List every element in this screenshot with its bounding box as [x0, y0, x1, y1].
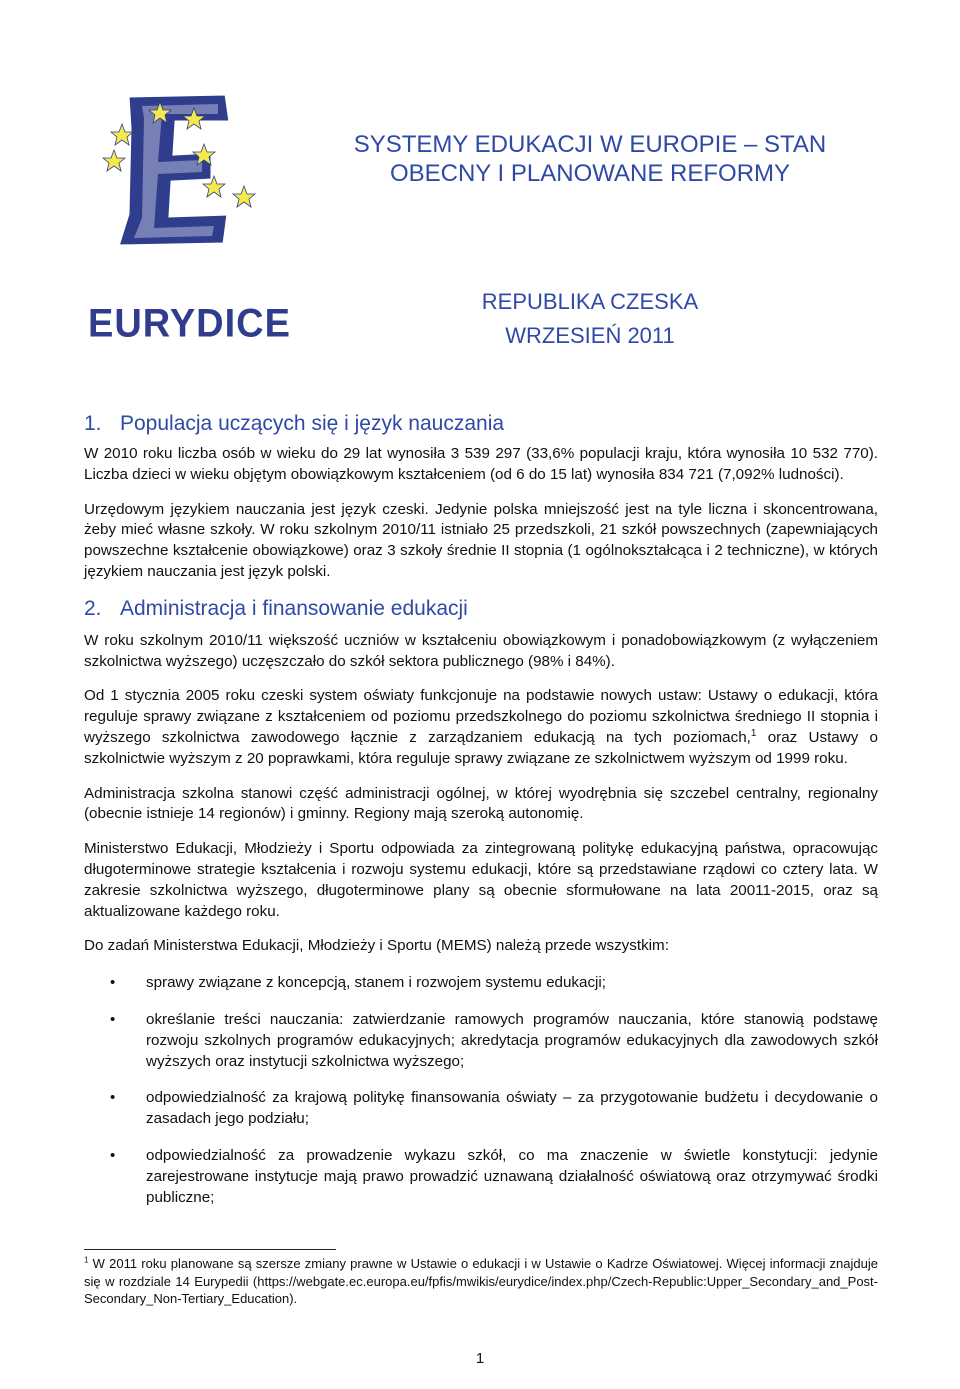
section-2-paragraph-2	[84, 686, 878, 769]
bullet-icon: •	[110, 974, 116, 992]
section-2-paragraph-3: Administracja szkolna stanowi część administracji ogólnej, w której wyodrębnia się szczebel centralny, regionalny (obecnie istnieje 14 regionów) i gminny. Regiony mają szeroką autonomię.	[84, 784, 878, 823]
section-1-heading	[84, 410, 878, 438]
list-item: • sprawy związane z koncepcją, stanem i rozwojem systemu edukacji;	[84, 973, 878, 994]
section-1-paragraph-1: W 2010 roku liczba osób w wieku do 29 lat wynosiła 3 539 297 (33,6% populacji kraju, która wynosiła 10 532 770). Liczba dzieci w wieku objętym obowiązkowym kształceniem (od 6 do 15 lat) wynosiła 834 721 (7,092% ludności).	[84, 445, 878, 483]
document-date: WRZESIEŃ 2011	[505, 323, 675, 348]
eurydice-logo	[84, 88, 291, 347]
paragraph-2-text-b: oraz Ustawy o szkolnictwie wyższym z 20 poprawkami, która reguluje sprawy związane ze szkolnictwem wyższym od 1999 roku.	[84, 728, 878, 767]
section-2-paragraph-5: Do zadań Ministerstwa Edukacji, Młodzieży i Sportu (MEMS) należą przede wszystkim:	[84, 937, 669, 955]
country-name: REPUBLIKA CZESKA	[481, 289, 699, 314]
page-number: 1	[475, 1350, 485, 1367]
footnote-separator	[84, 1249, 336, 1250]
footnote-text: W 2011 roku planowane są szersze zmiany prawne w Ustawie o edukacji i w Ustawie o Kadrze Oświatowej. Więcej informacji znajduje się w rozdziale 14 Eurypedii (https://webgate.ec.europa.eu/fpfis/mwikis/eurydice/index.php/Czech-Republic:Upper_Secondary_and_Post-Secondary_Non-Tertiary_Education).	[84, 1256, 878, 1306]
section-1-paragraph-2: Urzędowym językiem nauczania jest język czeski. Jedynie polska mniejszość jest na tyle liczna i skoncentrowana, żeby mieć własne szkoły. W roku szkolnym 2010/11 istniało 25 przedszkoli, 21 szkół powszechnych (zapewniających powszechne kształcenie obowiązkowe) oraz 3 szkoły średnie II stopnia (1 ogólnokształcąca i 2 techniczne), w których językiem nauczania jest język polski.	[84, 500, 878, 580]
section-1-title: Populacja uczących się i język nauczania	[120, 412, 505, 435]
paragraph-2-text-a: Od 1 stycznia 2005 roku czeski system oświaty funkcjonuje na podstawie nowych ustaw: Ustawy o edukacji, która reguluje sprawy związane z kształceniem od poziomu przedszkolnego do poziomu szkolnictwa średniego II stopnia i wyższego szkolnictwa zawodowego łącznie z zarządzaniem edukacją na tych poziomach,	[84, 687, 878, 746]
section-2-title: Administracja i finansowanie edukacji	[120, 596, 468, 620]
bullet-icon: •	[110, 1089, 116, 1107]
section-2-paragraph-4: Ministerstwo Edukacji, Młodzieży i Sportu odpowiada za zintegrowaną politykę edukacyjną państwa, opracowując długoterminowe strategie kształcenia i rozwoju systemu edukacji, które są przedstawiane rządowi co cztery lata. W zakresie szkolnictwa wyższego, długoterminowe plany są obecnie sformułowane na lata 20011-2015, oraz są aktualizowane każdego roku.	[84, 840, 878, 920]
document-title	[300, 130, 880, 188]
list-item: • określanie treści nauczania: zatwierdzanie ramowych programów nauczania, które stanowią podstawę rozwoju szkolnych programów edukacyjnych; akredytacja programów edukacyjnych dla zawodowych szkół wyższych oraz instytucji szkolnictwa wyższego;	[110, 1010, 878, 1070]
main-content	[84, 410, 878, 1224]
section-2-number: 2.	[84, 596, 102, 620]
bullet-icon: •	[110, 1146, 116, 1164]
mems-tasks-list	[84, 973, 878, 1208]
list-item: • odpowiedzialność za prowadzenie wykazu szkół, co ma znaczenie w świetle konstytucji: jedynie zarejestrowane instytucje mają prawo prowadzić uznawaną działalność oświatową oraz otrzymywać środki publiczne;	[110, 1146, 878, 1206]
title-line-2: OBECNY I PLANOWANE REFORMY	[389, 160, 791, 187]
footnote-mark: 1	[84, 1255, 89, 1265]
bullet-icon: •	[110, 1010, 116, 1028]
section-2-heading	[84, 595, 878, 623]
title-line-1: SYSTEMY EDUKACJI W EUROPIE – STAN	[353, 131, 827, 158]
document-subtitle	[300, 285, 880, 353]
footnote-reference[interactable]: 1	[750, 727, 757, 739]
eurydice-e-emblem	[84, 88, 274, 258]
section-2-paragraph-1: W roku szkolnym 2010/11 większość uczniów w kształceniu obowiązkowym i ponadobowiązkowym (z wyłączeniem szkolnictwa wyższego) uczęszczało do szkół sektora publicznego (98% i 84%).	[84, 631, 878, 670]
section-1-number: 1.	[84, 412, 102, 435]
list-item: • odpowiedzialność za krajową politykę finansowania oświaty – za przygotowanie budżetu i decydowanie o zasadach jego podziału;	[110, 1089, 878, 1128]
footnote	[84, 1255, 878, 1308]
logo-wordmark: EURYDICE	[88, 302, 291, 347]
